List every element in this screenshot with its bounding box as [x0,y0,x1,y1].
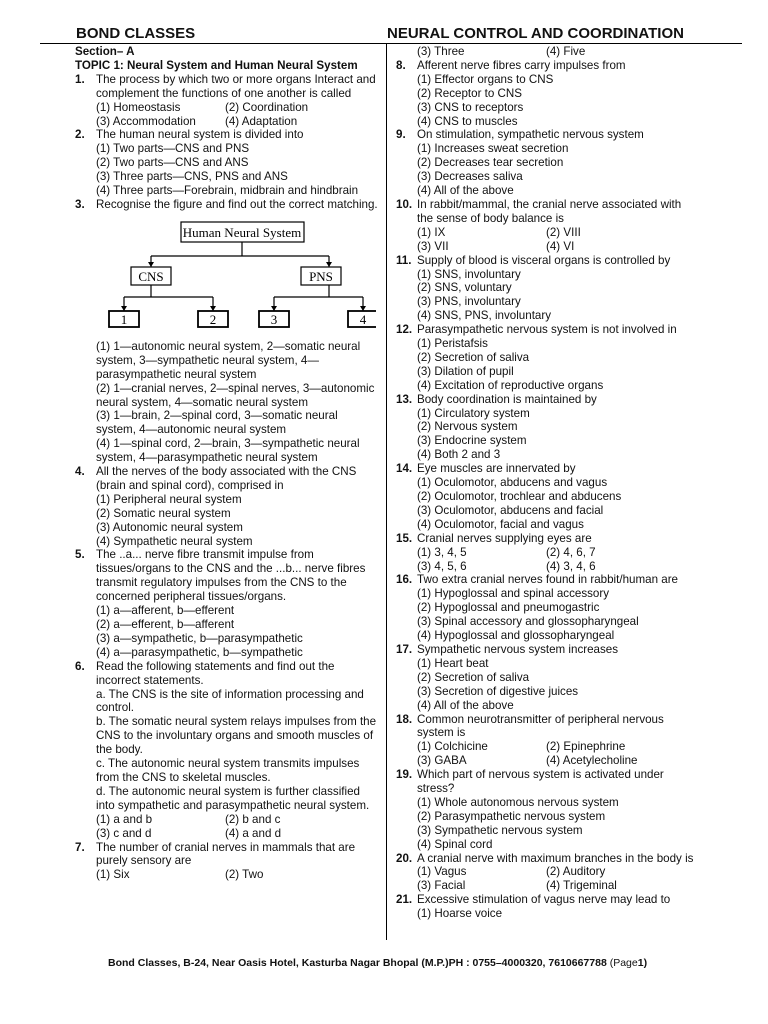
box-1-label: 1 [120,311,128,327]
question-10 [396,198,696,254]
option: (1) Heart beat [417,656,489,670]
option: (4) a and d [225,826,282,840]
question-text: Recognise the figure and find out the correct matching. [96,197,378,211]
question-number: 21. [396,893,413,907]
option: (2) Parasympathetic nervous system [417,809,606,823]
question-text: The ..a... nerve fibre transmit impulse from tissues/organs to the CNS and the ...b... nerve fibres transmit regulatory impulses from the CNS to the concerned peripheral tissues/organs. [96,548,366,604]
option: (1) a and b [96,812,153,826]
option: (3) Three [417,45,465,58]
box-3-label: 3 [270,311,278,327]
question-4 [75,465,380,548]
option: (2) Nervous system [417,420,518,434]
question-7 [75,841,380,883]
option: (1) a—afferent, b—efferent [96,604,235,618]
statement-a: a. The CNS is the site of information processing and control. [96,687,364,715]
option: (3) Sympathetic nervous system [417,823,583,837]
question-number: 9. [396,128,406,142]
option: (3) Decreases saliva [417,170,523,184]
statement-d: d. The autonomic neural system is further classified into sympathetic and parasympathetic neural system. [96,784,370,812]
question-text: A cranial nerve with maximum branches in the body is [417,851,694,865]
question-20 [396,852,696,894]
option: (1) Peristafsis [417,337,488,351]
option: (1) Oculomotor, abducens and vagus [417,476,608,490]
option: (2) Two parts—CNS and ANS [96,156,249,170]
header-left-title: BOND CLASSES [76,25,196,42]
question-7-continued [396,45,696,59]
question-number: 7. [75,840,85,854]
option: (2) b and c [225,812,281,826]
question-text: Body coordination is maintained by [417,392,597,406]
footer-address: Bond Classes, B-24, Near Oasis Hotel, Kasturba Nagar Bhopal (M.P.)PH : 0755–4000320, 7610667788 [108,957,607,969]
pns-label: PNS [309,268,333,284]
question-16 [396,573,696,643]
option: (3) Oculomotor, abducens and facial [417,503,604,517]
question-number: 11. [396,253,412,267]
question-number: 18. [396,712,413,726]
question-number: 2. [75,128,85,142]
option: (4) Acetylecholine [546,754,638,768]
option: (1) Whole autonomous nervous system [417,795,619,809]
option: (1) Homeostasis [96,100,181,114]
question-number: 1. [75,72,85,86]
option: (3) PNS, involuntary [417,295,521,309]
option: (2) Receptor to CNS [417,86,523,100]
page-label: (Page [609,957,638,969]
question-15 [396,532,696,574]
section-heading: Section– A [75,45,135,58]
option: (3) Spinal accessory and glossopharyngeal [417,615,639,629]
question-number: 20. [396,851,413,865]
option: (3) Endocrine system [417,434,527,448]
option: (1) Circulatory system [417,406,530,420]
question-6 [75,660,380,841]
option: (4) Five [546,45,586,58]
option: (3) c and d [96,826,152,840]
option: (3) Facial [417,879,466,893]
question-number: 17. [396,642,413,656]
question-number: 10. [396,197,413,211]
question-number: 8. [396,58,406,72]
question-13 [396,393,696,463]
option: (3) VII [417,239,449,253]
question-number: 4. [75,465,85,479]
option: (1) 1—autonomic neural system, 2—somatic neural system, 3—sympathetic neural system, 4—parasympathetic neural system [96,339,361,381]
option: (3) Three parts—CNS, PNS and ANS [96,170,288,184]
question-number: 3. [75,197,85,211]
option: (3) a—sympathetic, b—parasympathetic [96,631,303,645]
option: (2) Oculomotor, trochlear and abducens [417,490,622,503]
question-number: 14. [396,462,413,476]
neural-system-diagram [96,212,376,340]
option: (4) 1—spinal cord, 2—brain, 3—sympathetic neural system, 4—parasympathetic neural system [96,437,360,465]
question-11 [396,254,696,324]
option: (1) Peripheral neural system [96,492,242,506]
statement-b: b. The somatic neural system relays impulses from the CNS to the involuntary organs and smooth muscles of the body. [96,715,377,757]
option: (4) Both 2 and 3 [417,448,501,462]
question-text: Excessive stimulation of vagus nerve may lead to [417,893,671,907]
question-text: The human neural system is divided into [96,128,304,142]
option: (2) Auditory [546,865,606,879]
left-column [75,45,380,882]
question-18 [396,713,696,769]
option: (3) Autonomic neural system [96,520,243,534]
column-divider [386,44,387,940]
option: (2) Hypoglossal and pneumogastric [417,601,600,615]
question-number: 16. [396,573,413,587]
option: (4) CNS to muscles [417,114,518,128]
option: (4) VI [546,239,575,253]
option: (4) All of the above [417,184,514,198]
question-number: 12. [396,323,413,337]
option: (2) VIII [546,225,581,239]
option: (3) Dilation of pupil [417,364,514,378]
question-text: Two extra cranial nerves found in rabbit/human are [417,573,679,587]
option: (4) Trigeminal [546,879,617,893]
option: (4) Hypoglossal and glossopharyngeal [417,629,615,643]
option: (4) Excitation of reproductive organs [417,378,604,392]
option: (3) Accommodation [96,114,196,128]
option: (2) Somatic neural system [96,506,231,520]
option: (4) SNS, PNS, involuntary [417,309,552,323]
option: (2) Secretion of saliva [417,350,530,364]
option: (2) a—efferent, b—afferent [96,618,235,631]
question-21 [396,893,696,921]
option: (1) Hoarse voice [417,907,503,921]
option: (1) Increases sweat secretion [417,142,569,156]
option: (1) Six [96,868,130,882]
neural-system-figure [96,212,380,340]
question-12 [396,323,696,393]
option: (1) Two parts—CNS and PNS [96,142,250,156]
question-text: The number of cranial nerves in mammals that are purely sensory are [96,840,356,868]
option: (4) Sympathetic neural system [96,534,253,548]
statement-c: c. The autonomic neural system transmits impulses from the CNS to skeletal muscles. [96,757,360,784]
question-text: Parasympathetic nervous system is not involved in [417,323,677,337]
option: (3) 1—brain, 2—spinal cord, 3—somatic neural system, 4—autonomic neural system [96,409,338,437]
option: (1) Vagus [417,865,467,879]
option: (4) Spinal cord [417,837,493,851]
question-1 [75,73,380,129]
option: (3) 4, 5, 6 [417,559,467,573]
question-number: 6. [75,659,85,673]
box-4-label: 4 [359,311,367,327]
question-text: Eye muscles are innervated by [417,462,576,476]
question-text: Which part of nervous system is activated under stress? [417,768,664,796]
option: (1) Hypoglossal and spinal accessory [417,587,610,601]
option: (4) Oculomotor, facial and vagus [417,517,584,531]
option: (1) IX [417,225,446,239]
header-rule [40,43,742,44]
option: (2) Decreases tear secretion [417,156,564,170]
option: (3) Secretion of digestive juices [417,684,579,698]
question-5 [75,548,380,659]
page-number: 1) [637,957,648,969]
question-19 [396,768,696,851]
root-label: Human Neural System [182,224,302,240]
question-14 [396,462,696,532]
option: (2) 4, 6, 7 [546,545,596,559]
option: (2) SNS, voluntary [417,281,512,295]
question-9 [396,128,696,198]
question-number: 15. [396,531,413,545]
option: (2) 1—cranial nerves, 2—spinal nerves, 3—autonomic neural system, 4—somatic neural system [96,381,375,409]
option: (1) Effector organs to CNS [417,72,554,86]
question-number: 5. [75,548,85,562]
option: (3) CNS to receptors [417,100,524,114]
option: (4) Adaptation [225,114,298,128]
question-text: Sympathetic nervous system increases [417,642,619,656]
topic-heading: TOPIC 1: Neural System and Human Neural System [75,58,358,72]
option: (4) All of the above [417,698,514,712]
question-text: Cranial nerves supplying eyes are [417,531,592,545]
option: (2) Coordination [225,100,309,114]
page-footer [108,957,647,969]
question-text: Afferent nerve fibres carry impulses from [417,58,626,72]
right-column [396,45,696,921]
question-text: In rabbit/mammal, the cranial nerve associated with the sense of body balance is [417,197,682,225]
question-text: The process by which two or more organs Interact and complement the functions of one another is called [96,72,376,100]
question-number: 19. [396,768,413,782]
option: (1) Colchicine [417,740,488,754]
question-text: Supply of blood is visceral organs is controlled by [417,253,671,267]
option: (2) Epinephrine [546,740,626,754]
option: (4) 3, 4, 6 [546,559,596,573]
cns-label: CNS [138,268,164,284]
option: (4) Three parts—Forebrain, midbrain and hindbrain [96,184,359,198]
header-right-title: NEURAL CONTROL AND COORDINATION [387,25,684,42]
question-text: On stimulation, sympathetic nervous system [417,128,644,142]
question-8 [396,59,696,129]
question-3 [75,198,380,465]
question-2 [75,128,380,198]
option: (3) GABA [417,754,467,768]
option: (4) a—parasympathetic, b—sympathetic [96,645,303,659]
option: (1) SNS, involuntary [417,267,521,281]
option: (2) Secretion of saliva [417,670,530,684]
question-number: 13. [396,392,413,406]
question-text: Read the following statements and find out the incorrect statements. [96,659,335,687]
question-17 [396,643,696,713]
box-2-label: 2 [209,311,217,327]
question-text: Common neurotransmitter of peripheral nervous system is [417,712,664,740]
option: (1) 3, 4, 5 [417,545,467,559]
option: (2) Two [225,868,264,882]
question-text: All the nerves of the body associated with the CNS (brain and spinal cord), comprised in [96,465,357,492]
